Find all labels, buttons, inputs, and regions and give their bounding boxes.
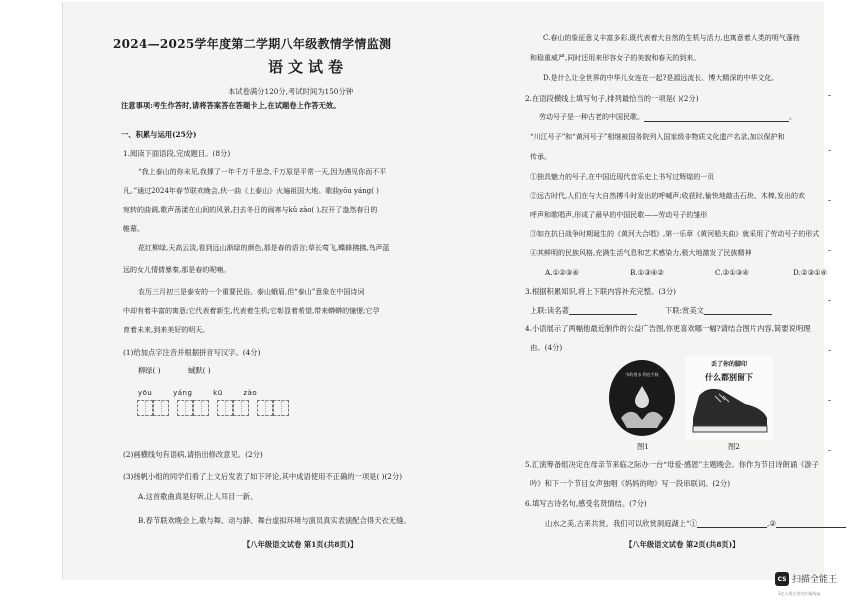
passage-line: 宛转的曲调,歌声荡漾在山间的风景,扫去冬日的闹寒与kǔ zào( ),拉开了盎然春日的 bbox=[123, 206, 378, 214]
question-5-cont: 吟》和下一个节目女声独唱《妈妈的吻》写一段串联词。(2分) bbox=[530, 479, 731, 488]
question-1: 1.阅读下面语段,完成题目。(8分) bbox=[123, 149, 231, 158]
edge-tick bbox=[828, 400, 831, 401]
passage-line: 花红柳绿,天高云淡,看到远山渐绿的颜色,那是春的语言;草长莺飞,蝶蜂拂拂,鸟声蓝 bbox=[138, 244, 390, 252]
figure-2-caption: 丢了你的脚印 bbox=[710, 361, 748, 368]
passage-line: 远的女儿情倩暴秦,那是春的呢喃。 bbox=[123, 266, 231, 274]
section-heading: 一、积累与运用(25分) bbox=[121, 130, 197, 139]
figure-2-text: 什么都别留下 bbox=[705, 373, 753, 382]
passage-line: 帷幕。 bbox=[123, 225, 144, 233]
q2-option: ④其鲜明的民族风格,充满生活气息和艺术感染力,极大地激发了民族精神 bbox=[530, 249, 752, 257]
exam-info: 本试卷满分120分,考试时间为150分钟 bbox=[228, 87, 354, 96]
poem-line: 山水之美,古来共赏。我们可以欣赏洞庭湖上“① ,② bbox=[545, 519, 846, 528]
question-1-2: (2)画横线句有语病,请指出修改意见。(2分) bbox=[123, 450, 263, 459]
q2-choice: A.①②③④ bbox=[545, 268, 579, 277]
q2-option: ①独具魅力的号子,在中国近现代音乐史上书写过辉煌的一页 bbox=[530, 173, 715, 181]
scanner-app-slogan: 3亿人都在用的扫描App bbox=[778, 591, 821, 596]
figure-2-label: 图2 bbox=[728, 442, 740, 451]
pinyin: yōu bbox=[138, 389, 153, 397]
figure-2-shoe-poster bbox=[685, 356, 773, 440]
option-c: C.春山的象征意义丰富多彩,既代表着大自然的生机与活力,也寓意着人类的明气蓬勃 bbox=[543, 34, 800, 42]
q2-line: 传承。 bbox=[530, 153, 551, 161]
word-item: 柳绿( ) bbox=[138, 366, 161, 375]
edge-tick bbox=[828, 300, 831, 301]
exam-subtitle: 语文试卷 bbox=[268, 58, 349, 76]
q2-option: 呼声和歌唱声,形成了最早的中国民歌——劳动号子的雏形 bbox=[530, 211, 708, 219]
option-a: A.这首歌曲真是好听,让人耳目一新。 bbox=[138, 492, 258, 501]
question-4-cont: 由。(4分) bbox=[530, 343, 563, 352]
page-footer: 【八年级语文试卷 第1页(共8页)】 bbox=[243, 540, 358, 549]
word-item: 蜮默( ) bbox=[188, 366, 211, 375]
pinyin: zào bbox=[243, 389, 258, 397]
option-b: B.春节联欢晚会上,歌与舞、动与静、舞台虚拟环境与演员真实表演配合得天衣无缝。 bbox=[138, 516, 411, 525]
pinyin-row bbox=[138, 389, 257, 397]
exam-notice: 注意事项:考生作答时,请将答案答在答题卡上,在试题卷上作答无效。 bbox=[121, 101, 341, 110]
question-2: 2.在语段横线上填写句子,排列最恰当的一项是( )(2分) bbox=[525, 94, 699, 103]
question-5: 5.汇演筹备组决定在母亲节来临之际办一台“母爱·感恩”主题晚会。你作为节目诗朗诵《游子 bbox=[525, 460, 820, 469]
question-1-1: (1)给加点字注音并根据拼音写汉字。(4分) bbox=[123, 348, 261, 357]
passage-line: 中却有着丰富的寓意;它代表着新生,代表着生机;它彰显着希望,带来蟒蟒的憧憬;它孕 bbox=[123, 307, 380, 315]
q2-option: ②远古时代,人们在与大自然搏斗时发出的呼喊声;收获时,愉快地敲击石块、木棒,发出的欢 bbox=[530, 192, 806, 200]
exam-title: 2024—2025学年度第二学期八年级教情学情监测 bbox=[113, 37, 392, 51]
couplet-up: 上联:读名著 bbox=[530, 306, 637, 315]
page-footer: 【八年级语文试卷 第2页(共8页)】 bbox=[625, 540, 740, 549]
question-6: 6.填写古诗名句,感受名贤情结。(7分) bbox=[525, 499, 647, 508]
couplet-down: 下联:赏美文 bbox=[665, 306, 772, 315]
q2-line: “川江号子”和“黄河号子”相继被国务院列入国家级非物质文化遗产名录,加以保护和 bbox=[530, 133, 785, 141]
edge-tick bbox=[828, 250, 831, 251]
edge-tick bbox=[828, 350, 831, 351]
pinyin: kū bbox=[213, 389, 223, 397]
scanned-sheet bbox=[62, 2, 828, 580]
scanner-logo-icon: CS bbox=[775, 572, 789, 586]
pinyin: yáng bbox=[173, 389, 193, 397]
option-c-cont: 和稳重威严,同时还用来形容女子的美貌和春天的到来。 bbox=[530, 54, 701, 62]
q2-choice: C.②①③④ bbox=[715, 268, 749, 277]
option-d: D.是什么让全世界的中华儿女连在一起?是源远流长、博大精深的中华文化。 bbox=[543, 74, 779, 82]
passage-line: “我上泰山的你未见,我撑了一年千万千思念,千万原是平常一天,因为遇见你而不平 bbox=[138, 168, 387, 176]
edge-tick bbox=[828, 95, 831, 96]
figure-1-text: 节约用水 利在千秋 bbox=[625, 372, 659, 377]
edge-tick bbox=[828, 450, 831, 451]
pinyin-answer-grid[interactable] bbox=[137, 400, 289, 416]
page-1 bbox=[113, 2, 515, 580]
edge-tick bbox=[828, 200, 831, 201]
question-1-3: (3)扬帆小组的同学们看了上文后发表了如下评论,其中成语使用不正确的一项是( )(2分) bbox=[123, 472, 403, 481]
passage-line: 育着未来,到来美好的明天。 bbox=[123, 326, 210, 334]
passage-line: 凡。”通过2024年春节联欢晚会,伙一曲《上泰山》火遍祖国大地。歌曲yōu yáng( ) bbox=[123, 187, 379, 195]
passage-line: 农历三月初三是泰安的一个重要民俗。泰山蛾眉,但“泰山”意象在中国诗词 bbox=[138, 288, 365, 296]
q2-choice: D.②③①④ bbox=[793, 268, 828, 277]
scanner-app-name: 扫描全能王 bbox=[792, 575, 838, 585]
question-3: 3.根据积累知识,将上下联内容补充完整。(3分) bbox=[525, 287, 676, 296]
q2-option: ③如在抗日战争时期诞生的《黄河大合唱》,第一乐章《黄河船夫曲》就采用了劳动号子的形式 bbox=[530, 230, 820, 238]
q2-line: 劳动号子是一种古老的中国民歌。 。 bbox=[539, 113, 796, 121]
figure-1-water-poster bbox=[607, 358, 677, 438]
edge-tick bbox=[828, 150, 831, 151]
figure-1-label: 图1 bbox=[637, 442, 649, 451]
question-4: 4.小语展示了两幅他最近制作的公益广告图,你更喜欢哪一幅?请结合图片内容,简要说明理 bbox=[525, 324, 811, 333]
page-2 bbox=[525, 2, 860, 580]
q2-choice: B.①③④② bbox=[630, 268, 664, 277]
